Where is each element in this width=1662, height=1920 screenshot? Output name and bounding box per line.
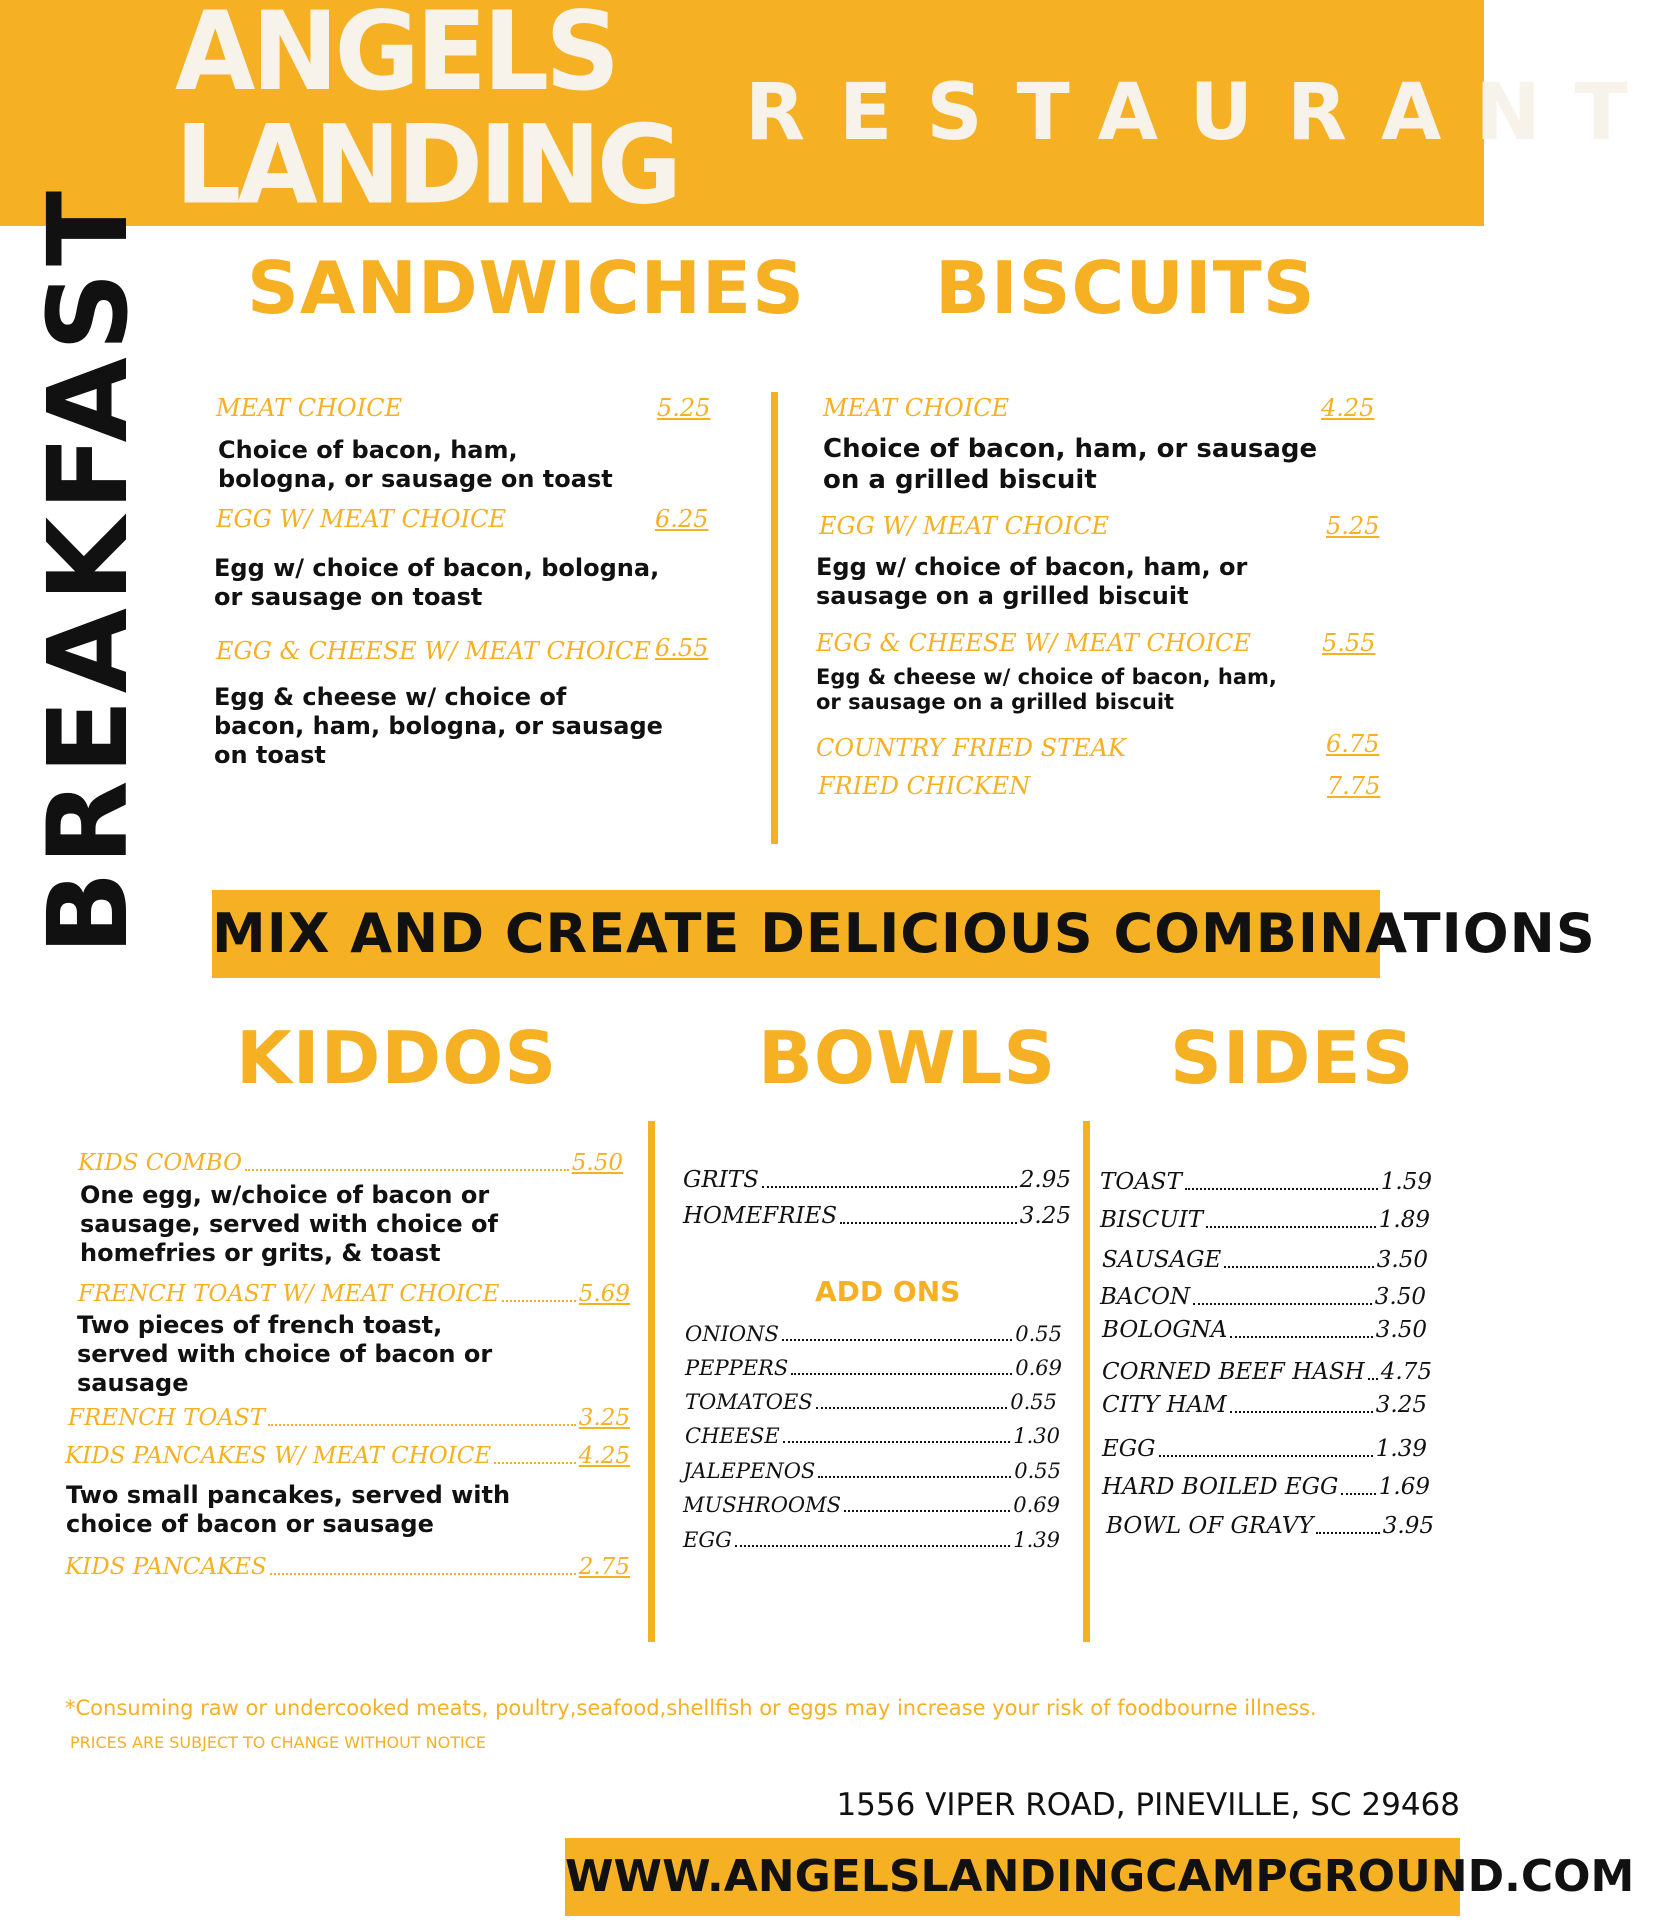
addon-row xyxy=(685,1322,1062,1346)
address-text: 1556 VIPER ROAD, PINEVILLE, SC 29468 xyxy=(836,1787,1460,1823)
sides-row xyxy=(1102,1247,1428,1273)
sides-row xyxy=(1102,1436,1427,1462)
sides-item-name: HARD BOILED EGG xyxy=(1102,1474,1339,1500)
brand-logo xyxy=(175,0,679,229)
dot-leader xyxy=(494,1462,576,1464)
bowls-item-price: 3.25 xyxy=(1019,1203,1071,1229)
brand-line-2: LANDING xyxy=(175,100,679,229)
dot-leader xyxy=(245,1169,569,1171)
sandwich-item-desc: Choice of bacon, ham, bologna, or sausage on toast xyxy=(218,436,613,493)
biscuits-title: BISCUITS xyxy=(935,246,1316,330)
sides-item-price: 3.50 xyxy=(1374,1284,1426,1310)
dot-leader xyxy=(816,1407,1008,1409)
kiddos-item-price: 5.69 xyxy=(578,1281,630,1307)
dot-leader xyxy=(502,1300,575,1302)
sandwich-item-price: 6.55 xyxy=(655,634,709,662)
bowls-row xyxy=(683,1167,1071,1193)
addon-price: 0.69 xyxy=(1015,1356,1062,1380)
brand-line-1: ANGELS xyxy=(175,0,617,116)
kiddos-item-name: KIDS COMBO xyxy=(78,1150,242,1176)
food-safety-disclaimer: *Consuming raw or undercooked meats, poultry,seafood,shellfish or eggs may increase your risk of foodbourne illness. xyxy=(65,1696,1317,1720)
biscuit-item-name: EGG W/ MEAT CHOICE xyxy=(819,512,1109,540)
biscuit-item-price: 4.25 xyxy=(1321,394,1375,422)
addon-price: 0.55 xyxy=(1015,1322,1062,1346)
sandwich-item-price: 6.25 xyxy=(655,505,709,533)
website-banner[interactable] xyxy=(565,1838,1635,1916)
sides-row xyxy=(1102,1317,1427,1343)
sides-item-name: TOAST xyxy=(1100,1169,1182,1195)
dot-leader xyxy=(735,1545,1010,1547)
kiddos-item-name: FRENCH TOAST W/ MEAT CHOICE xyxy=(78,1281,500,1307)
dot-leader xyxy=(818,1476,1011,1478)
kiddos-item-price: 3.25 xyxy=(578,1405,630,1431)
price-notice: PRICES ARE SUBJECT TO CHANGE WITHOUT NOTICE xyxy=(70,1733,486,1752)
bowls-item-name: HOMEFRIES xyxy=(683,1203,838,1229)
sides-row xyxy=(1100,1169,1432,1195)
addon-price: 0.69 xyxy=(1013,1493,1060,1517)
biscuit-item-desc: Egg & cheese w/ choice of bacon, ham, or sausage on a grilled biscuit xyxy=(816,665,1277,714)
biscuit-item-desc: Egg w/ choice of bacon, ham, or sausage on a grilled biscuit xyxy=(816,553,1248,610)
website-link[interactable]: WWW.ANGELSLANDINGCAMPGROUND.COM xyxy=(565,1851,1635,1902)
kiddos-row xyxy=(65,1554,630,1580)
breakfast-vertical-label xyxy=(24,185,152,955)
addon-name: JALEPENOS xyxy=(683,1459,816,1483)
sandwich-item-name: EGG & CHEESE W/ MEAT CHOICE xyxy=(216,637,651,665)
sandwich-item-name: EGG W/ MEAT CHOICE xyxy=(216,505,506,533)
dot-leader xyxy=(783,1441,1010,1443)
bowls-title: BOWLS xyxy=(758,1016,1057,1100)
kiddos-row xyxy=(65,1443,630,1469)
sides-item-name: BOWL OF GRAVY xyxy=(1106,1513,1314,1539)
addons-title: ADD ONS xyxy=(815,1275,961,1308)
addon-name: TOMATOES xyxy=(685,1390,813,1414)
biscuit-item-name: FRIED CHICKEN xyxy=(818,772,1031,800)
dot-leader xyxy=(268,1424,576,1426)
kiddos-item-price: 5.50 xyxy=(571,1150,623,1176)
combinations-banner: MIX AND CREATE DELICIOUS COMBINATIONS xyxy=(212,890,1380,978)
column-divider xyxy=(1083,1121,1090,1642)
sandwiches-title: SANDWICHES xyxy=(247,246,805,330)
kiddos-item-desc: Two small pancakes, served with choice of bacon or sausage xyxy=(66,1481,511,1538)
sides-item-price: 3.25 xyxy=(1375,1392,1427,1418)
dot-leader xyxy=(1193,1303,1372,1305)
addon-row xyxy=(683,1459,1061,1483)
biscuit-item-price: 7.75 xyxy=(1327,772,1381,800)
sides-row xyxy=(1106,1513,1434,1539)
addon-price: 1.39 xyxy=(1013,1528,1060,1552)
bowls-item-name: GRITS xyxy=(683,1167,759,1193)
sides-item-name: SAUSAGE xyxy=(1102,1247,1222,1273)
biscuit-item-name: COUNTRY FRIED STEAK xyxy=(816,734,1126,762)
kiddos-item-name: KIDS PANCAKES W/ MEAT CHOICE xyxy=(65,1443,492,1469)
dot-leader xyxy=(840,1222,1017,1224)
addon-price: 1.30 xyxy=(1013,1424,1060,1448)
sandwich-item-name: MEAT CHOICE xyxy=(216,394,403,422)
addon-name: CHEESE xyxy=(685,1424,780,1448)
addon-name: PEPPERS xyxy=(685,1356,789,1380)
sides-item-name: CITY HAM xyxy=(1102,1392,1227,1418)
addon-row xyxy=(683,1493,1060,1517)
sides-item-name: BACON xyxy=(1100,1284,1191,1310)
addon-name: MUSHROOMS xyxy=(683,1493,842,1517)
kiddos-item-desc: Two pieces of french toast, served with choice of bacon or sausage xyxy=(77,1311,493,1397)
addon-row xyxy=(685,1390,1057,1414)
restaurant-subtitle: RESTAURANT xyxy=(745,68,1662,158)
sides-item-price: 4.75 xyxy=(1380,1359,1432,1385)
sides-row xyxy=(1100,1207,1430,1233)
kiddos-row xyxy=(68,1405,630,1431)
sides-item-name: BOLOGNA xyxy=(1102,1317,1228,1343)
sides-item-price: 1.59 xyxy=(1380,1169,1432,1195)
dot-leader xyxy=(791,1373,1012,1375)
dot-leader xyxy=(1230,1411,1373,1413)
dot-leader xyxy=(762,1186,1017,1188)
sides-item-price: 1.69 xyxy=(1378,1474,1430,1500)
kiddos-row xyxy=(78,1150,623,1176)
sides-item-name: EGG xyxy=(1102,1436,1156,1462)
sandwich-item-price: 5.25 xyxy=(657,394,711,422)
sides-item-name: CORNED BEEF HASH xyxy=(1102,1359,1365,1385)
biscuit-item-price: 5.55 xyxy=(1322,629,1376,657)
sides-item-price: 1.89 xyxy=(1378,1207,1430,1233)
dot-leader xyxy=(1341,1493,1375,1495)
kiddos-item-desc: One egg, w/choice of bacon or sausage, served with choice of homefries or grits, & toast xyxy=(80,1181,498,1267)
sandwich-item-desc: Egg & cheese w/ choice of bacon, ham, bologna, or sausage on toast xyxy=(214,683,663,769)
sides-row xyxy=(1102,1359,1432,1385)
sides-item-name: BISCUIT xyxy=(1100,1207,1204,1233)
sides-item-price: 3.50 xyxy=(1375,1317,1427,1343)
biscuit-item-price: 6.75 xyxy=(1326,730,1380,758)
kiddos-item-price: 4.25 xyxy=(578,1443,630,1469)
dot-leader xyxy=(1185,1188,1378,1190)
addon-name: ONIONS xyxy=(685,1322,779,1346)
kiddos-item-price: 2.75 xyxy=(578,1554,630,1580)
dot-leader xyxy=(844,1510,1010,1512)
biscuit-item-price: 5.25 xyxy=(1326,512,1380,540)
header-bar xyxy=(0,0,1662,229)
addon-row xyxy=(685,1424,1060,1448)
dot-leader xyxy=(1316,1532,1379,1534)
addon-row xyxy=(683,1528,1060,1552)
dot-leader xyxy=(1230,1336,1372,1338)
sides-item-price: 1.39 xyxy=(1375,1436,1427,1462)
addon-price: 0.55 xyxy=(1010,1390,1057,1414)
dot-leader xyxy=(1159,1455,1373,1457)
breakfast-text: BREAKFAST xyxy=(24,185,152,955)
dot-leader xyxy=(1206,1226,1376,1228)
kiddos-item-name: FRENCH TOAST xyxy=(68,1405,266,1431)
bowls-item-price: 2.95 xyxy=(1019,1167,1071,1193)
biscuit-item-desc: Choice of bacon, ham, or sausage on a grilled biscuit xyxy=(823,434,1318,495)
dot-leader xyxy=(270,1573,576,1575)
addon-name: EGG xyxy=(683,1528,732,1552)
column-divider xyxy=(648,1121,655,1642)
kiddos-title: KIDDOS xyxy=(236,1016,558,1100)
column-divider xyxy=(771,392,778,844)
kiddos-row xyxy=(78,1281,630,1307)
bowls-row xyxy=(683,1203,1071,1229)
sides-row xyxy=(1102,1392,1427,1418)
dot-leader xyxy=(782,1339,1012,1341)
dot-leader xyxy=(1224,1266,1374,1268)
kiddos-item-name: KIDS PANCAKES xyxy=(65,1554,267,1580)
dot-leader xyxy=(1368,1378,1378,1380)
sides-item-price: 3.50 xyxy=(1376,1247,1428,1273)
sides-title: SIDES xyxy=(1170,1016,1415,1100)
biscuit-item-name: MEAT CHOICE xyxy=(823,394,1010,422)
addon-price: 0.55 xyxy=(1014,1459,1061,1483)
sides-item-price: 3.95 xyxy=(1382,1513,1434,1539)
sides-row xyxy=(1102,1474,1430,1500)
sides-row xyxy=(1100,1284,1426,1310)
biscuit-item-name: EGG & CHEESE W/ MEAT CHOICE xyxy=(816,629,1251,657)
addon-row xyxy=(685,1356,1062,1380)
sandwich-item-desc: Egg w/ choice of bacon, bologna, or sausage on toast xyxy=(214,554,660,611)
